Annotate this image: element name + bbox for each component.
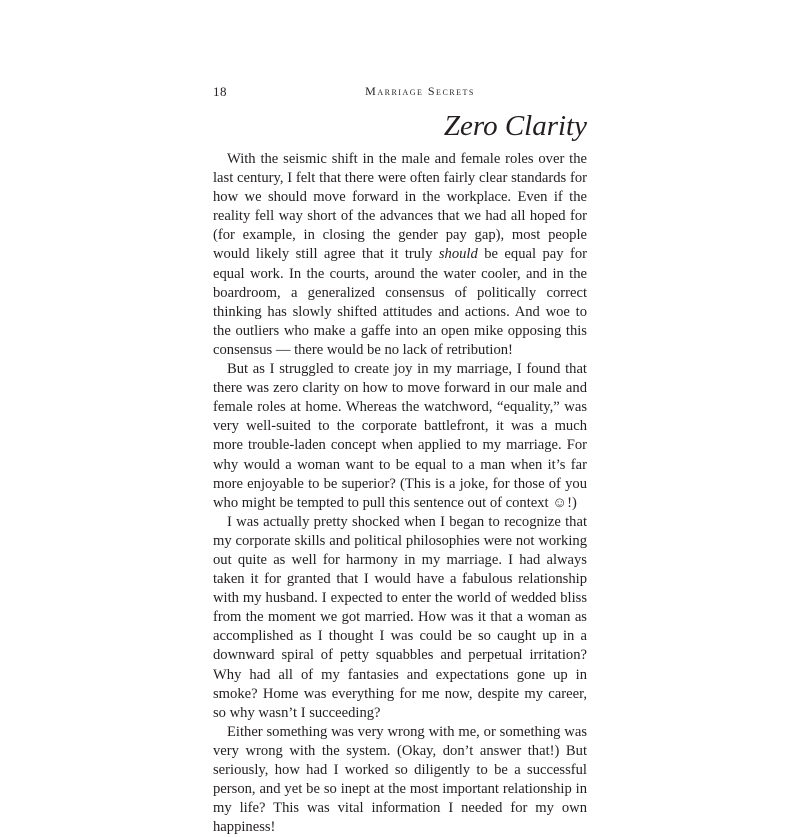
- paragraph-1-after: be equal pay for equal work. In the courts, around the water cooler, and in the boardroom, a generalized consensus of politically correct thinking has slowly shifted attitudes and actions. And woe to the outliers who make a gaffe into an open mike opposing this consensus — there would be no lack of retribution!: [213, 246, 587, 358]
- paragraph-1: [213, 150, 587, 360]
- paragraph-3: I was actually pretty shocked when I began to recognize that my corporate skills and political philosophies were not working out quite as well for harmony in my marriage. I had always taken it for granted that I would have a fabulous relationship with my husband. I expected to enter the world of wedded bliss from the moment we got married. How was it that a woman as accomplished as I thought I was could be so caught up in a downward spiral of petty squabbles and perpetual irritation? Why had all of my fantasies and expectations gone up in smoke? Home was everything for me now, despite my career, so why wasn’t I succeeding?: [213, 513, 587, 721]
- running-head: Marriage Secrets: [365, 84, 475, 98]
- page-header: [213, 84, 587, 104]
- paragraph-4: Either something was very wrong with me, or something was very wrong with the system. (Okay, don’t answer that!) But seriously, how had I worked so diligently to be a successful person, and yet be so inept at the most important relationship in my life? This was vital information I needed for my own happiness!: [213, 723, 587, 836]
- body-text: [213, 150, 587, 837]
- paragraph-1-emphasis: should: [438, 246, 478, 263]
- page-number: 18: [213, 84, 227, 99]
- paragraph-1-before: With the seismic shift in the male and female roles over the last century, I felt that there were often fairly clear standards for how we should move forward in the workplace. Even if the reality fell way short of the advances that we had all hoped for (for example, in closing the gender pay gap), most people would likely still agree that it truly: [213, 151, 587, 263]
- paragraph-2: But as I struggled to create joy in my marriage, I found that there was zero clarity on how to move forward in our male and female roles at home. Whereas the watchword, “equality,” was very well-suited to the corporate battlefront, it was a much more trouble-laden concept when applied to my marriage. For why would a woman want to be equal to a man when it’s far more enjoyable to be superior? (This is a joke, for those of you who might be tempted to pull this sentence out of context ☺!): [213, 361, 587, 511]
- chapter-title: Zero Clarity: [443, 110, 587, 142]
